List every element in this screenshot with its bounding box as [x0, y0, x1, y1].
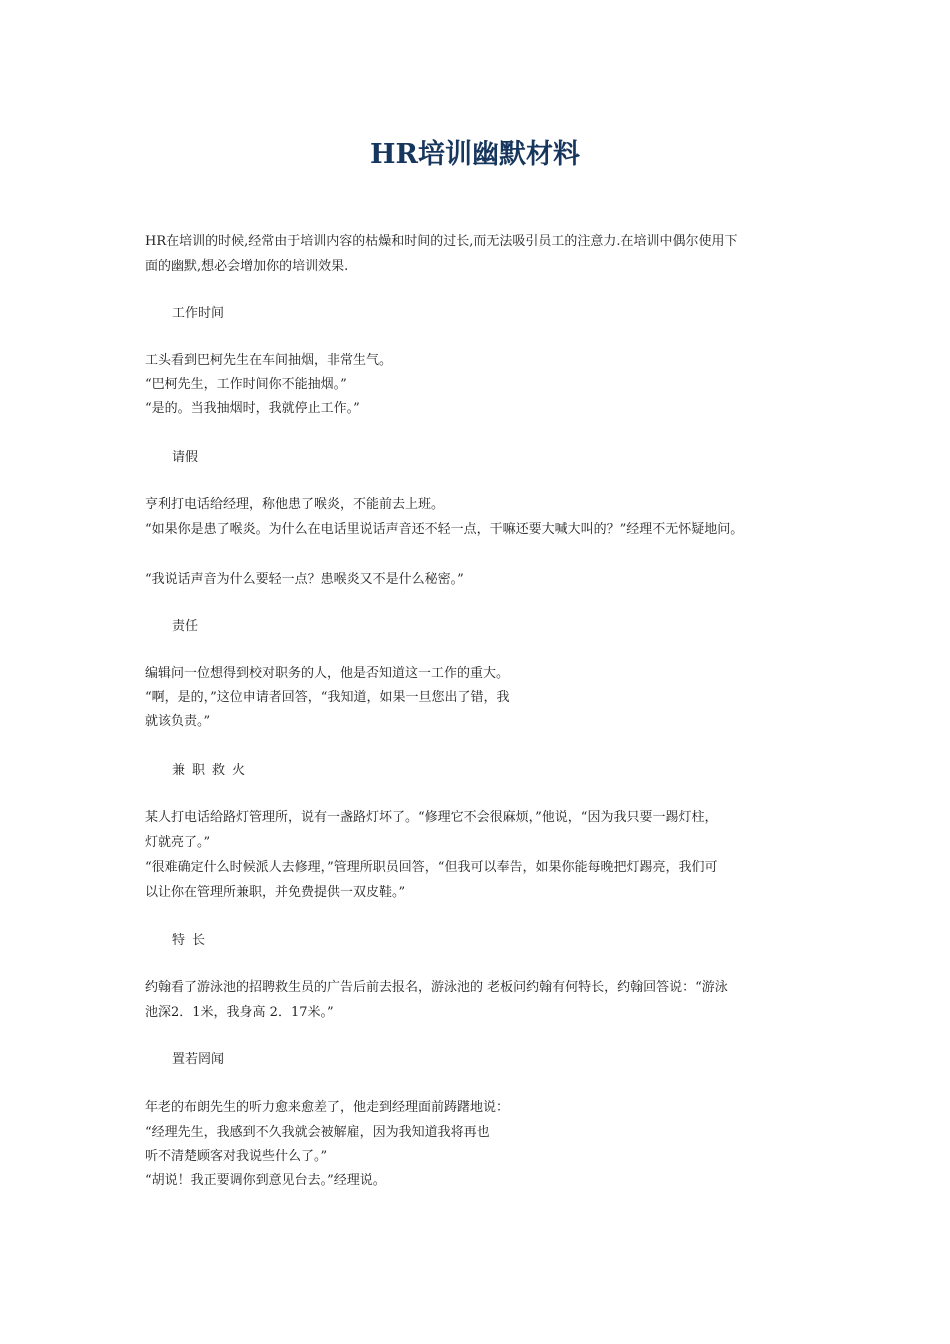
- section-paragraph-line: “我说话声音为什么要轻一点？患喉炎又不是什么秘密。”: [145, 572, 464, 587]
- section-paragraph-line: “巴柯先生，工作时间你不能抽烟。”: [145, 377, 347, 392]
- section-paragraph-line: 约翰看了游泳池的招聘救生员的广告后前去报名，游泳池的 老板问约翰有何特长，约翰回答说：“游泳: [145, 980, 728, 995]
- section-heading-leave: 请假: [172, 450, 199, 465]
- section-paragraph-line: 池深2．1米，我身高 2．17米。”: [145, 1005, 334, 1020]
- section-heading-specialty: 特长: [172, 933, 213, 948]
- section-paragraph-line: 某人打电话给路灯管理所，说有一盏路灯坏了。“修理它不会很麻烦，”他说，“因为我只要一踢灯柱，: [145, 810, 718, 825]
- section-paragraph-line: 听不清楚顾客对我说些什么了。”: [145, 1149, 328, 1164]
- section-paragraph-line: “经理先生，我感到不久我就会被解雇，因为我知道我将再也: [145, 1125, 490, 1140]
- section-heading-part-time-firefighter: 兼职救火: [172, 763, 253, 778]
- section-heading-responsibility: 责任: [172, 619, 199, 634]
- section-paragraph-line: 以让你在管理所兼职，并免费提供一双皮鞋。”: [145, 885, 406, 900]
- section-paragraph-line: 灯就亮了。”: [145, 835, 211, 850]
- section-paragraph-line: “是的。当我抽烟时，我就停止工作。”: [145, 401, 360, 416]
- section-paragraph-line: 工头看到巴柯先生在车间抽烟，非常生气。: [145, 353, 393, 368]
- section-paragraph-line: 就该负责。”: [145, 714, 211, 729]
- section-paragraph-line: “如果你是患了喉炎。为什么在电话里说话声音还不轻一点，干嘛还要大喊大叫的？”经理不无怀疑地问。: [145, 522, 744, 537]
- section-paragraph-line: “胡说！我正要调你到意见台去。”经理说。: [145, 1173, 386, 1188]
- section-paragraph-line: 年老的布朗先生的听力愈来愈差了，他走到经理面前踌躇地说：: [145, 1100, 510, 1115]
- intro-line: 面的幽默,想必会增加你的培训效果.: [145, 259, 349, 274]
- section-paragraph-line: 编辑问一位想得到校对职务的人，他是否知道这一工作的重大。: [145, 666, 510, 681]
- intro-line: HR在培训的时候,经常由于培训内容的枯燥和时间的过长,而无法吸引员工的注意力.在培训中偶尔使用下: [145, 234, 738, 249]
- page-title: HR培训幽默材料: [370, 139, 580, 170]
- section-heading-work-time: 工作时间: [172, 306, 225, 321]
- section-paragraph-line: “很难确定什么时候派人去修理，”管理所职员回答，“但我可以奉告，如果你能每晚把灯踢亮，我们可: [145, 860, 718, 875]
- section-heading-turn-deaf-ear: 置若罔闻: [172, 1052, 225, 1067]
- section-paragraph-line: 亨利打电话给经理，称他患了喉炎，不能前去上班。: [145, 497, 445, 512]
- section-paragraph-line: “啊，是的，”这位申请者回答，“我知道，如果一旦您出了错，我: [145, 690, 510, 705]
